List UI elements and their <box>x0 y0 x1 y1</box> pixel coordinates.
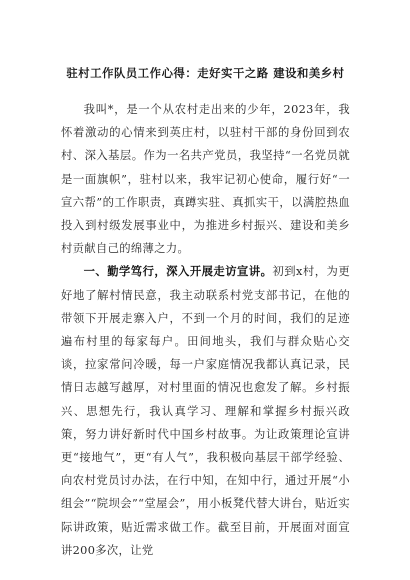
section-1-paragraph <box>61 260 350 562</box>
section-1-heading: 一、勤学笃行，深入开展走访宣讲。 <box>83 265 273 279</box>
document-title: 驻村工作队员工作心得：走好实干之路 建设和美乡村 <box>66 67 345 80</box>
intro-paragraph: 我叫*，是一个从农村走出来的少年，2023年，我怀着激动的心情来到英庄村，以驻村干部的身份回到农村、深入基层。作为一名共产党员，我坚持“一名党员就是一面旗帜”，驻村以来，我牢记初心使命，履行好“一宣六帮”的工作职责，真蹲实驻、真抓实干，以满腔热血投入到村级发展事业中，为推进乡村振兴、建设和美乡村贡献自己的绵薄之力。 <box>61 103 350 256</box>
section-1-body: 初到x村，为更好地了解村情民意，我主动联系村党支部书记，在他的带领下开展走寨入户，不到一个月的时间，我们的足迹遍布村里的每家每户。田间地头，我们与群众贴心交谈，拉家常问冷暖，每一户家庭情况我都认真记录，民情日志越写越厚，对村里面的情况也愈发了解。乡村振兴、思想先行，我认真学习、理解和掌握乡村振兴政策，努力讲好新时代中国乡村故事。为让政策理论宣讲更“接地气”，更“有人气”，我积极向基层干部学经验、向农村党员讨办法，在行中知，在知中行，通过开展“小组会”“院坝会”“堂屋会”，用小板凳代替大讲台，贴近实际讲政策，贴近需求做工作。截至目前，开展面对面宣讲200多次，让党 <box>61 265 350 557</box>
